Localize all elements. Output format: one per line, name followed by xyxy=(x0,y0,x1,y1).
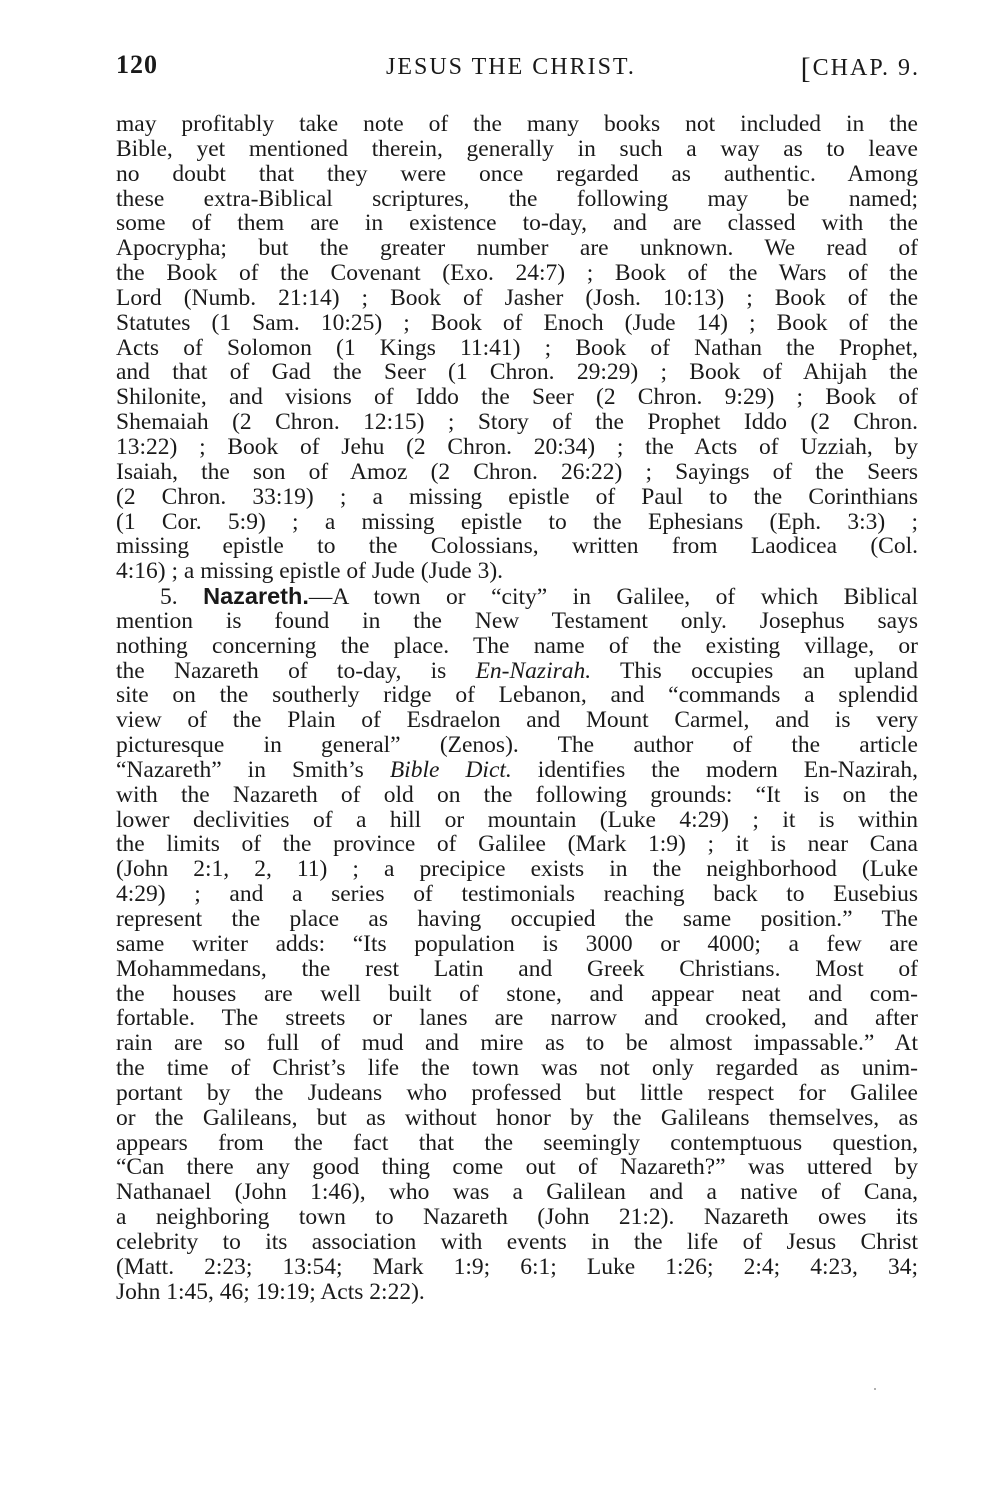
running-title: JESUS THE CHRIST. xyxy=(386,54,636,80)
text-line: Nathanael (John 1:46), who was a Galilean and a native of Cana, xyxy=(116,1179,918,1206)
text-line: celebrity to its association with events in the life of Jesus Christ xyxy=(116,1228,918,1255)
text-line: mention is found in the New Testament only. Josephus says xyxy=(116,607,918,634)
running-head xyxy=(116,50,920,90)
text-line: Bible, yet mentioned therein, generally in such a way as to leave xyxy=(116,135,918,162)
text-line: represent the place as having occupied the same position.” The xyxy=(116,906,918,932)
text-line: (John 2:1, 2, 11) ; a precipice exists in the neighborhood (Luke xyxy=(116,856,918,883)
section-heading: Nazareth. xyxy=(203,583,309,610)
text-line: appears from the fact that the seemingly contemptuous question, xyxy=(116,1129,918,1156)
text-line: Lord (Numb. 21:14) ; Book of Jasher (Josh. 10:13) ; Book of the xyxy=(116,284,918,311)
text-line: (Matt. 2:23; 13:54; Mark 1:9; 6:1; Luke 1:26; 2:4; 4:23, 34; xyxy=(116,1253,918,1280)
text-line: Apocrypha; but the greater number are unknown. We read of xyxy=(116,235,918,262)
text-line: a neighboring town to Nazareth (John 21:2). Nazareth owes its xyxy=(116,1204,918,1231)
text-line: some of them are in existence to-day, and are classed with the xyxy=(116,210,918,237)
text-line: 4:16) ; a missing epistle of Jude (Jude 3). xyxy=(116,558,504,585)
section-5-first-line xyxy=(116,584,918,609)
text-line: the Book of the Covenant (Exo. 24:7) ; Book of the Wars of the xyxy=(116,260,918,287)
text-fragment: identifies the modern En-Nazirah, xyxy=(511,756,918,783)
text-line: Shilonite, and visions of Iddo the Seer (2 Chron. 9:29) ; Book of xyxy=(116,384,918,411)
text-line: (1 Cor. 5:9) ; a missing epistle to the Ephesians (Eph. 3:3) ; xyxy=(116,508,918,535)
text-line: the limits of the province of Galilee (Mark 1:9) ; it is near Cana xyxy=(116,831,918,858)
paper-speck xyxy=(874,1388,876,1390)
text-line: site on the southerly ridge of Lebanon, and “commands a splendid xyxy=(116,682,918,709)
text-line: missing epistle to the Colossians, written from Laodicea (Col. xyxy=(116,533,918,560)
text-line: may profitably take note of the many books not included in the xyxy=(116,111,918,137)
section-number: 5. xyxy=(160,584,178,611)
text-fragment: “Nazareth” in Smith’s xyxy=(116,756,390,783)
italic-book-title: Bible Dict. xyxy=(389,756,512,783)
text-line: rain are so full of mud and mire as to be almost impassable.” At xyxy=(116,1030,918,1057)
chapter-label: CHAP. 9. xyxy=(812,55,920,81)
text-line: or the Galileans, but as without honor by the Galileans themselves, as xyxy=(116,1104,918,1131)
text-line: view of the Plain of Esdraelon and Mount Carmel, and is very xyxy=(116,707,918,734)
text-line: Isaiah, the son of Amoz (2 Chron. 26:22) ; Sayings of the Seers xyxy=(116,458,918,485)
text-line: John 1:45, 46; 19:19; Acts 2:22). xyxy=(116,1278,425,1305)
text-fragment: the Nazareth of to-day, is xyxy=(116,657,476,684)
chapter-reference xyxy=(801,52,920,86)
text-line: fortable. The streets or lanes are narrow and crooked, and after xyxy=(116,1005,918,1032)
text-line: picturesque in general” (Zenos). The author of the article xyxy=(116,732,918,759)
text-line: nothing concerning the place. The name of the existing village, or xyxy=(116,632,918,659)
text-line: Mohammedans, the rest Latin and Greek Christians. Most of xyxy=(116,955,918,982)
text-line: no doubt that they were once regarded as authentic. Among xyxy=(116,160,918,187)
text-line: same writer adds: “Its population is 3000 or 4000; a few are xyxy=(116,930,918,957)
text-line: “Can there any good thing come out of Nazareth?” was uttered by xyxy=(116,1154,918,1181)
section-intro-text: —A town or “city” in Galilee, of which Biblical xyxy=(308,584,918,611)
text-line: portant by the Judeans who professed but little respect for Galilee xyxy=(116,1079,918,1106)
body-text xyxy=(116,112,918,1305)
text-fragment: This occupies an upland xyxy=(591,657,918,684)
italic-place-name: En-Nazirah. xyxy=(475,657,592,684)
text-line: these extra-Biblical scriptures, the following may be named; xyxy=(116,185,918,212)
chapter-bracket: [ xyxy=(800,52,813,85)
text-line: and that of Gad the Seer (1 Chron. 29:29) ; Book of Ahijah the xyxy=(116,359,918,386)
text-line: Shemaiah (2 Chron. 12:15) ; Story of the Prophet Iddo (2 Chron. xyxy=(116,409,918,436)
text-line-with-italic xyxy=(116,758,918,783)
text-line: lower declivities of a hill or mountain (Luke 4:29) ; it is within xyxy=(116,806,918,833)
text-line-with-italic xyxy=(116,659,918,684)
page-number: 120 xyxy=(116,50,158,79)
text-line: with the Nazareth of old on the following grounds: “It is on the xyxy=(116,781,918,808)
text-line: 13:22) ; Book of Jehu (2 Chron. 20:34) ; the Acts of Uzziah, by xyxy=(116,433,918,460)
text-line: the time of Christ’s life the town was not only regarded as unim- xyxy=(116,1055,918,1082)
text-line: 4:29) ; and a series of testimonials reaching back to Eusebius xyxy=(116,881,918,908)
text-line: Acts of Solomon (1 Kings 11:41) ; Book of Nathan the Prophet, xyxy=(116,334,918,361)
text-line: (2 Chron. 33:19) ; a missing epistle of Paul to the Corinthians xyxy=(116,483,918,510)
text-line: the houses are well built of stone, and appear neat and com- xyxy=(116,980,918,1007)
text-line: Statutes (1 Sam. 10:25) ; Book of Enoch (Jude 14) ; Book of the xyxy=(116,309,918,336)
